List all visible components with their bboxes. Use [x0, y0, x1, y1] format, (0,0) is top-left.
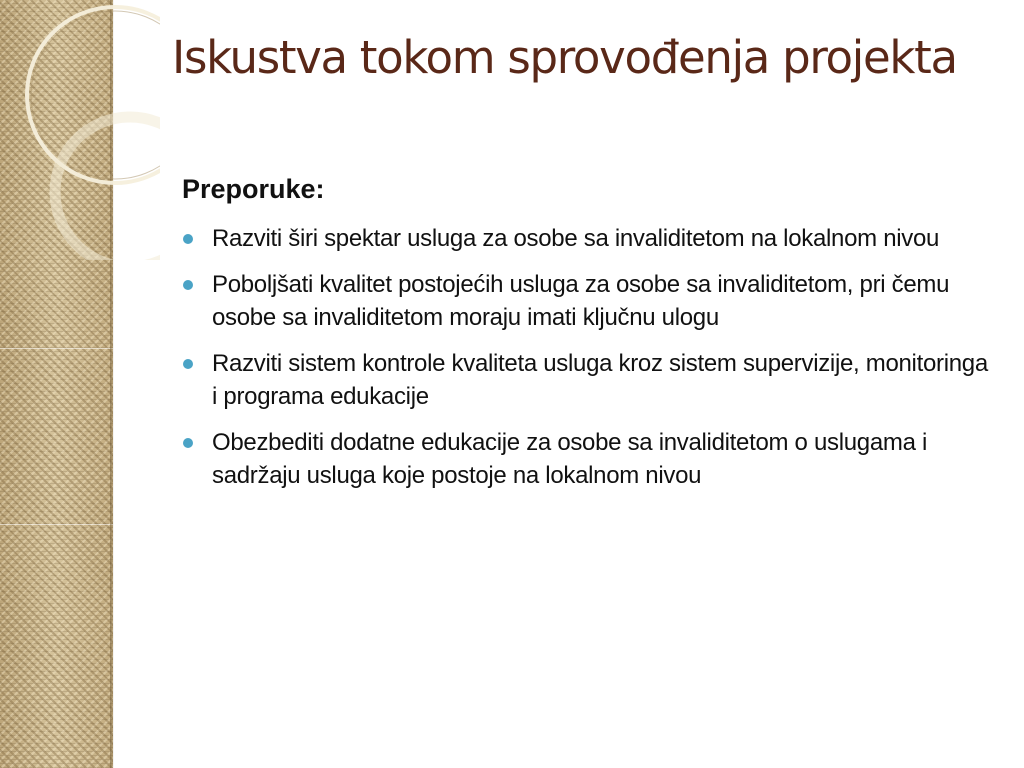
bullet-dot-icon — [183, 359, 193, 369]
bullet-dot-icon — [183, 438, 193, 448]
list-item-text: Obezbediti dodatne edukacije za osobe sa invaliditetom o uslugama i sadržaju usluga koje postoje na lokalnom nivou — [212, 429, 928, 489]
burlap-seam-line — [0, 524, 113, 525]
decorative-rings-icon — [0, 0, 160, 260]
list-item-text: Razviti sistem kontrole kvaliteta usluga kroz sistem supervizije, monitoringa i programa edukacije — [212, 350, 988, 410]
list-item — [182, 347, 997, 413]
list-item-text: Razviti širi spektar usluga za osobe sa invaliditetom na lokalnom nivou — [212, 225, 940, 252]
bullet-dot-icon — [183, 280, 193, 290]
list-item — [182, 268, 997, 334]
burlap-seam-line — [0, 348, 113, 349]
slide-title: Iskustva tokom sprovođenja projekta — [172, 31, 957, 84]
recommendations-list — [182, 222, 997, 492]
recommendations-heading: Preporuke: — [182, 174, 325, 204]
list-item — [182, 426, 997, 492]
list-item — [182, 222, 997, 255]
list-item-text: Poboljšati kvalitet postojećih usluga za osobe sa invaliditetom, pri čemu osobe sa invaliditetom moraju imati ključnu ulogu — [212, 271, 950, 331]
slide-content — [182, 172, 997, 505]
bullet-dot-icon — [183, 234, 193, 244]
